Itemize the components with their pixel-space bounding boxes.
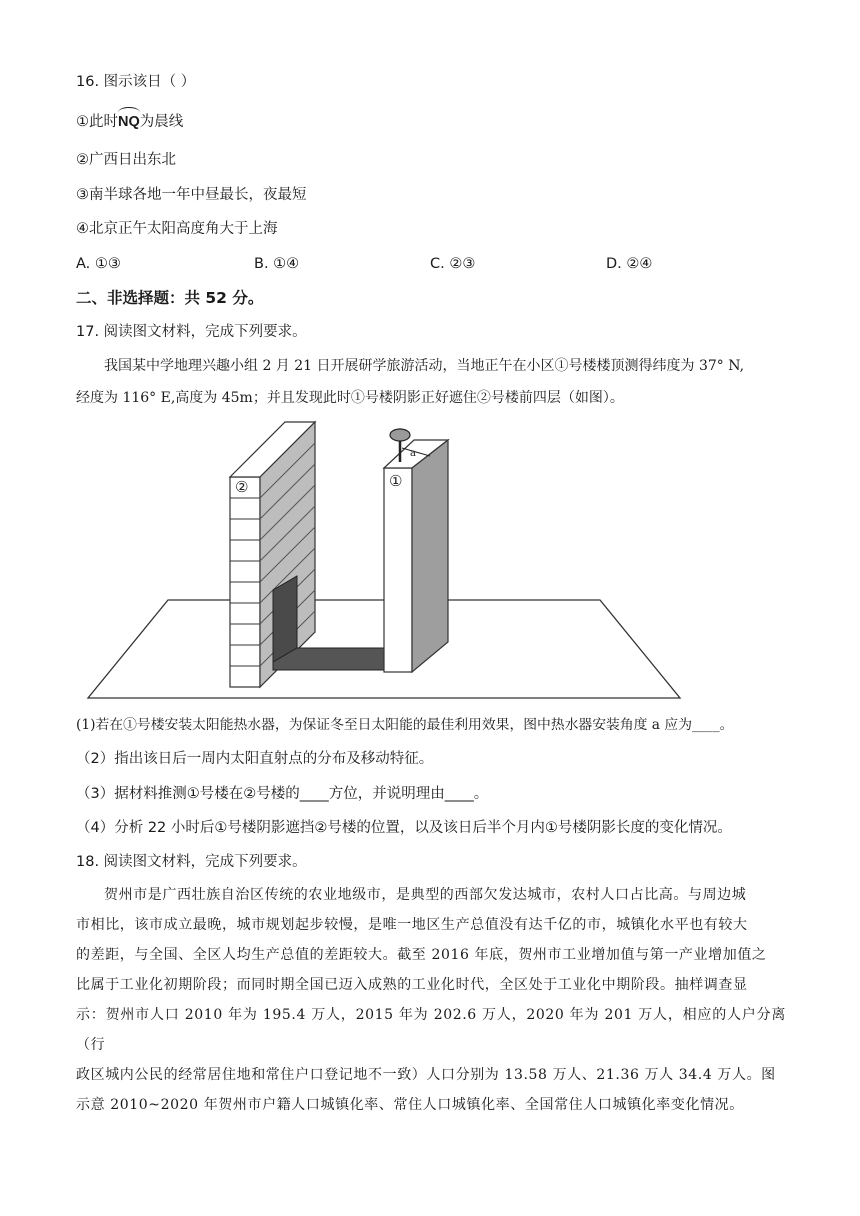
q17-sub-4: （4）分析 22 小时后①号楼阴影遮挡②号楼的位置，以及该日后半个月内①号楼阴影长度的变化情况。	[76, 820, 732, 836]
arc-nq: NQ	[118, 114, 140, 130]
building-1-label: ①	[389, 472, 403, 490]
building-1-front	[384, 468, 412, 672]
q18-material	[76, 880, 786, 1120]
q16-statement-4: ④北京正午太阳高度角大于上海	[76, 221, 278, 237]
q16-option-c[interactable]: C. ②③	[430, 256, 476, 272]
building-2-label: ②	[235, 478, 249, 496]
q16-statement-3: ③南半球各地一年中昼最长，夜最短	[76, 187, 307, 203]
q17-sub-3: （3）据材料推测①号楼在②号楼的____方位，并说明理由____。	[76, 786, 489, 802]
q18-line-6: 政区城内公民的经常居住地和常住户口登记地不一致）人口分别为 13.58 万人、21.36 万人 34.4 万人。图	[76, 1067, 776, 1083]
q16-s1-pre: ①此时	[76, 114, 118, 130]
q18-stem: 18. 阅读图文材料，完成下列要求。	[76, 854, 307, 870]
building-shadow-figure	[80, 420, 800, 710]
q18-line-7: 示意 2010~2020 年贺州市户籍人口城镇化率、常住人口城镇化率、全国常住人口城镇化率变化情况。	[76, 1097, 744, 1113]
q16-s1-post: 为晨线	[139, 114, 184, 130]
q18-line-4: 比属于工业化初期阶段；而同时期全国已迈入成熟的工业化时代，全区处于工业化中期阶段。抽样调查显	[76, 977, 748, 993]
q17-sub-1: (1)若在①号楼安装太阳能热水器，为保证冬至日太阳能的最佳利用效果，图中热水器安装角度 a 应为____。	[76, 717, 734, 733]
q16-option-b[interactable]: B. ①④	[254, 256, 300, 272]
angle-a-label: a	[410, 448, 416, 459]
heater-disc	[390, 429, 410, 441]
q18-line-3: 的差距，与全国、全区人均生产总值的差距较大。截至 2016 年底，贺州市工业增加值与第一产业增加值之	[76, 947, 767, 963]
q16-statement-1	[76, 112, 183, 132]
q16-statement-2: ②广西日出东北	[76, 152, 176, 168]
q17-material-line-1: 我国某中学地理兴趣小组 2 月 21 日开展研学旅游活动，当地正午在小区①号楼楼顶测得纬度为 37° N,	[104, 358, 745, 374]
q16-option-a[interactable]: A. ①③	[76, 256, 121, 272]
building-1-side	[412, 440, 448, 672]
q16-stem: 16. 图示该日（ ）	[76, 74, 196, 90]
q17-sub-2: （2）指出该日后一周内太阳直射点的分布及移动特征。	[76, 751, 434, 767]
q17-stem: 17. 阅读图文材料，完成下列要求。	[76, 324, 307, 340]
q17-material-line-2: 经度为 116° E,高度为 45m；并且发现此时①号楼阴影正好遮住②号楼前四层（如图）。	[76, 390, 624, 406]
q18-line-5: 示：贺州市人口 2010 年为 195.4 万人，2015 年为 202.6 万人，2020 年为 201 万人，相应的人户分离（行	[76, 1007, 786, 1053]
q16-option-d[interactable]: D. ②④	[606, 256, 653, 272]
shadow-on-building-2	[273, 576, 297, 662]
section-2-heading: 二、非选择题：共 52 分。	[76, 289, 264, 307]
q18-line-1: 贺州市是广西壮族自治区传统的农业地级市，是典型的西部欠发达城市，农村人口占比高。与周边城	[104, 887, 747, 903]
q18-line-2: 市相比，该市成立最晚，城市规划起步较慢，是唯一地区生产总值没有达千亿的市，城镇化水平也有较大	[76, 917, 748, 933]
